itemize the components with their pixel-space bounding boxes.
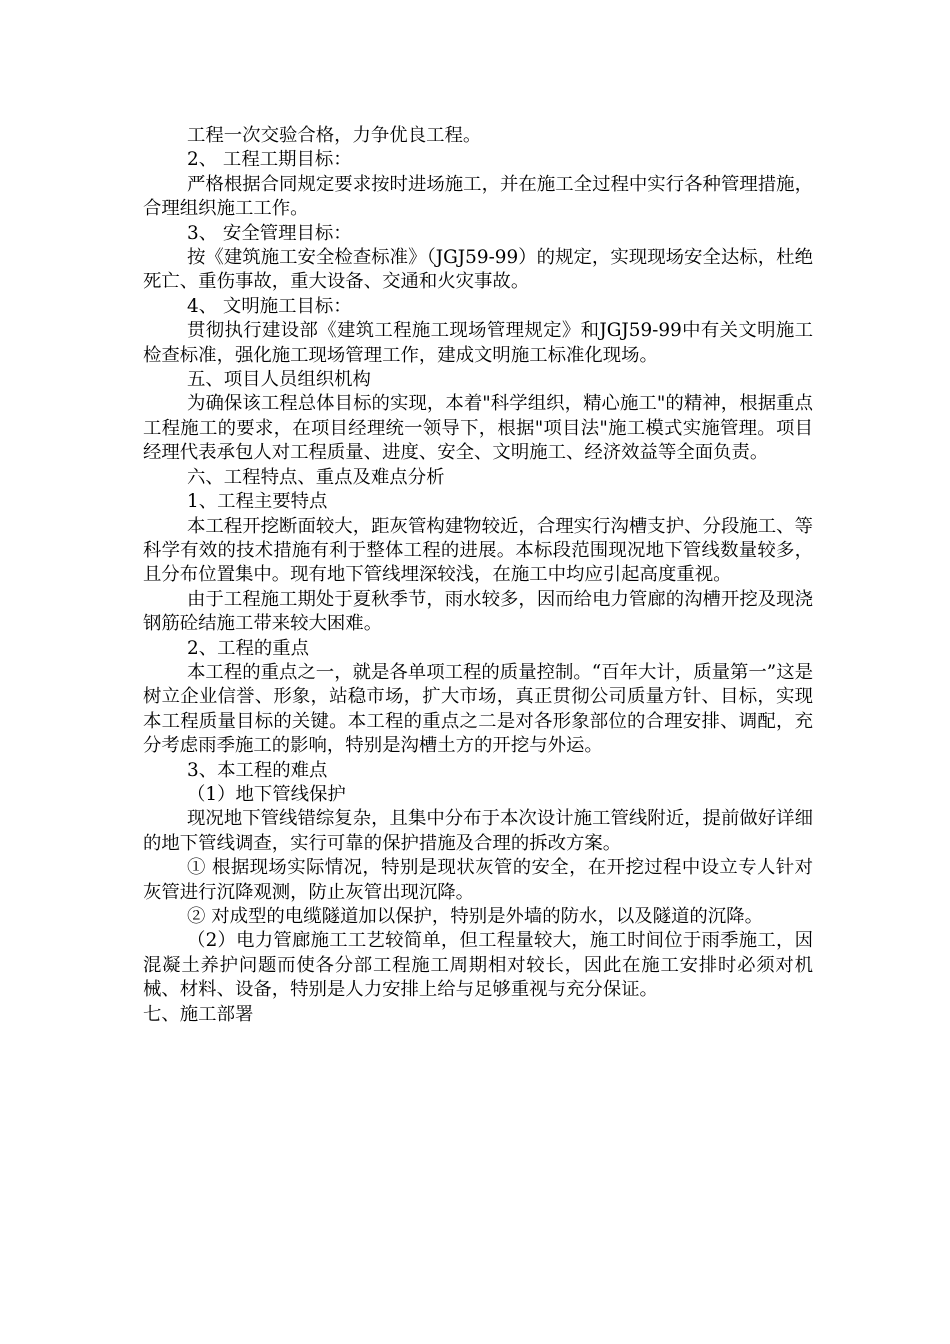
heading-key-points: 2、工程的重点 [187, 637, 310, 659]
heading-pipeline-protection: （1）地下管线保护 [187, 783, 346, 805]
paragraph-civilized-construction-goal: 贯彻执行建设部《建筑工程施工现场管理规定》和JGJ59-99中有关文明施工检查标准，强化施工现场管理工作，建成文明施工标准化现场。 [143, 320, 813, 366]
heading-civilized-construction-goal: 4、 文明施工目标： [187, 295, 352, 317]
paragraph-main-features: 本工程开挖断面较大，距灰管构建物较近，合理实行沟槽支护、分段施工、等科学有效的技术措施有利于整体工程的进展。本标段范围现况地下管线数量较多，且分布位置集中。现有地下管线埋深较浅，在施工中均应引起高度重视。 [143, 515, 813, 586]
paragraph-schedule-goal: 严格根据合同规定要求按时进场施工，并在施工全过程中实行各种管理措施，合理组织施工工作。 [143, 173, 813, 220]
paragraph-construction-period: （2）电力管廊施工工艺较简单，但工程量较大，施工时间位于雨季施工，因混凝土养护问题而使各分部工程施工周期相对较长，因此在施工安排时必须对机械、材料、设备，特别是人力安排上给与足够重视与充分保证。 [143, 930, 813, 1001]
list-item-tunnel-protection: ② 对成型的电缆隧道加以保护，特别是外墙的防水，以及隧道的沉降。 [187, 906, 763, 927]
heading-section-five-organization: 五、项目人员组织机构 [187, 369, 371, 391]
paragraph-quality-goal-continued: 工程一次交验合格，力争优良工程。 [187, 125, 482, 146]
heading-section-six-analysis: 六、工程特点、重点及难点分析 [187, 466, 445, 488]
document-page [143, 124, 813, 1027]
paragraph-seasonal-difficulty: 由于工程施工期处于夏秋季节，雨水较多，因而给电力管廊的沟槽开挖及现浇钢筋砼结施工带来较大困难。 [143, 588, 813, 635]
heading-difficulties: 3、本工程的难点 [187, 759, 328, 781]
heading-main-features: 1、工程主要特点 [187, 491, 328, 513]
heading-schedule-goal: 2、 工程工期目标： [187, 149, 352, 171]
paragraph-organization: 为确保该工程总体目标的实现，本着"科学组织，精心施工"的精神，根据重点工程施工的要求，在项目经理统一领导下，根据"项目法"施工模式实施管理。项目经理代表承包人对工程质量、进度、安全、文明施工、经济效益等全面负责。 [143, 393, 813, 464]
list-item-settlement-observation: ① 根据现场实际情况，特别是现状灰管的安全，在开挖过程中设立专人针对灰管进行沉降观测，防止灰管出现沉降。 [143, 857, 813, 903]
paragraph-safety-goal: 按《建筑施工安全检查标准》（JGJ59-99）的规定，实现现场安全达标，杜绝死亡、重伤事故，重大设备、交通和火灾事故。 [143, 247, 813, 293]
heading-section-seven-deployment: 七、施工部署 [143, 1003, 254, 1025]
paragraph-key-points: 本工程的重点之一，就是各单项工程的质量控制。“百年大计，质量第一”这是树立企业信誉、形象，站稳市场，扩大市场，真正贯彻公司质量方针、目标，实现本工程质量目标的关键。本工程的重点之二是对各形象部位的合理安排、调配，充分考虑雨季施工的影响，特别是沟槽土方的开挖与外运。 [143, 661, 813, 757]
heading-safety-goal: 3、 安全管理目标： [187, 222, 352, 244]
paragraph-pipeline-protection: 现况地下管线错综复杂，且集中分布于本次设计施工管线附近，提前做好详细的地下管线调查，实行可靠的保护措施及合理的拆改方案。 [143, 808, 813, 854]
